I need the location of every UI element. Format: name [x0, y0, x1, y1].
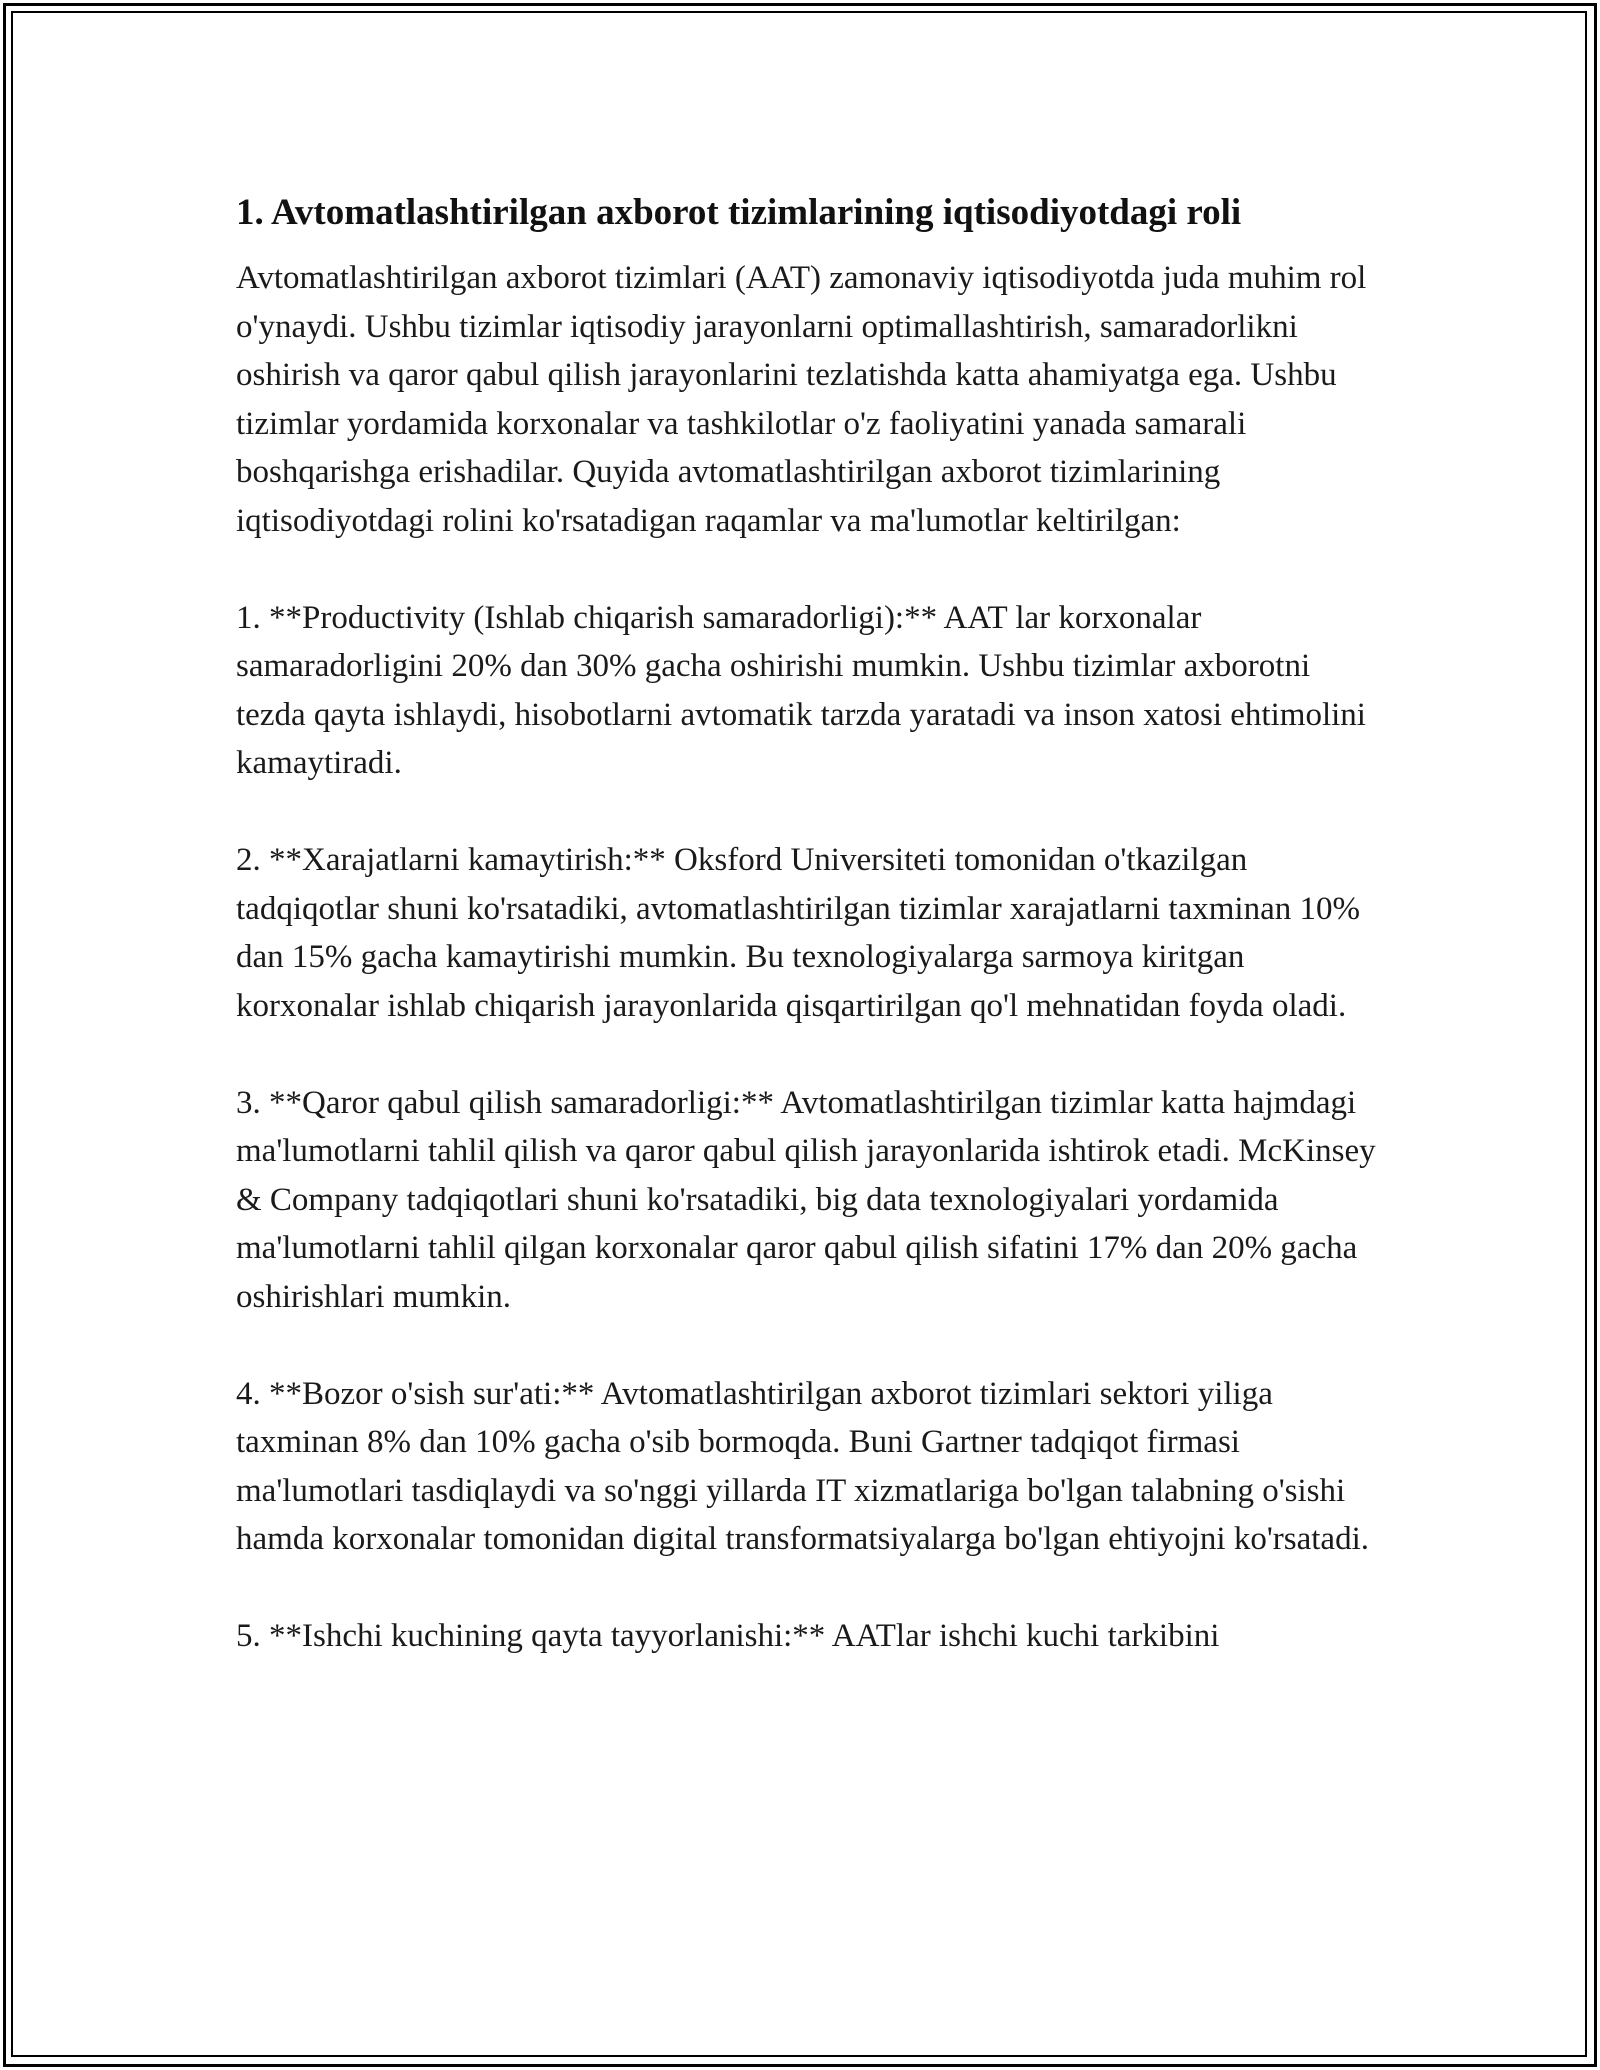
list-item-workforce-retraining: 5. **Ishchi kuchining qayta tayyorlanishi:** AATlar ishchi kuchi tarkibini	[236, 1618, 1220, 1654]
document-body	[236, 186, 1376, 1661]
list-item-productivity: 1. **Productivity (Ishlab chiqarish samaradorligi):** AAT lar korxonalar samaradorligini 20% dan 30% gacha oshirishi mumkin. Ushbu tizimlar axborotni tezda qayta ishlaydi, hisobotlarni avtomatik tarzda yaratadi va inson xatosi ehtimolini kamaytiradi.	[236, 599, 1366, 781]
document-title: 1. Avtomatlashtirilgan axborot tizimlarining iqtisodiyotdagi roli	[236, 192, 1242, 233]
list-item-cost-reduction: 2. **Xarajatlarni kamaytirish:** Oksford Universiteti tomonidan o'tkazilgan tadqiqotlar shuni ko'rsatadiki, avtomatlashtirilgan tizimlar xarajatlarni taxminan 10% dan 15% gacha kamaytirishi mumkin. Bu texnologiyalarga sarmoya kiritgan korxonalar ishlab chiqarish jarayonlarida qisqartirilgan qo'l mehnatidan foyda oladi.	[236, 842, 1360, 1024]
list-item-decision-making: 3. **Qaror qabul qilish samaradorligi:** Avtomatlashtirilgan tizimlar katta hajmdagi ma'lumotlarni tahlil qilish va qaror qabul qilish jarayonlarida ishtirok etadi. McKinsey & Company tadqiqotlari shuni ko'rsatadiki, big data texnologiyalari yordamida ma'lumotlarni tahlil qilgan korxonalar qaror qabul qilish sifatini 17% dan 20% gacha oshirishlari mumkin.	[236, 1084, 1376, 1315]
list-item-market-growth: 4. **Bozor o'sish sur'ati:** Avtomatlashtirilgan axborot tizimlari sektori yiliga taxminan 8% dan 10% gacha o'sib bormoqda. Buni Gartner tadqiqot firmasi ma'lumotlari tasdiqlaydi va so'nggi yillarda IT xizmatlariga bo'lgan talabning o'sishi hamda korxonalar tomonidan digital transformatsiyalarga bo'lgan ehtiyojni ko'rsatadi.	[236, 1375, 1369, 1557]
intro-paragraph: Avtomatlashtirilgan axborot tizimlari (AAT) zamonaviy iqtisodiyotda juda muhim rol o'ynaydi. Ushbu tizimlar iqtisodiy jarayonlarni optimallashtirish, samaradorlikni oshirish va qaror qabul qilish jarayonlarini tezlatishda katta ahamiyatga ega. Ushbu tizimlar yordamida korxonalar va tashkilotlar o'z faoliyatini yanada samarali boshqarishga erishadilar. Quyida avtomatlashtirilgan axborot tizimlarining iqtisodiyotdagi rolini ko'rsatadigan raqamlar va ma'lumotlar keltirilgan:	[236, 260, 1367, 539]
